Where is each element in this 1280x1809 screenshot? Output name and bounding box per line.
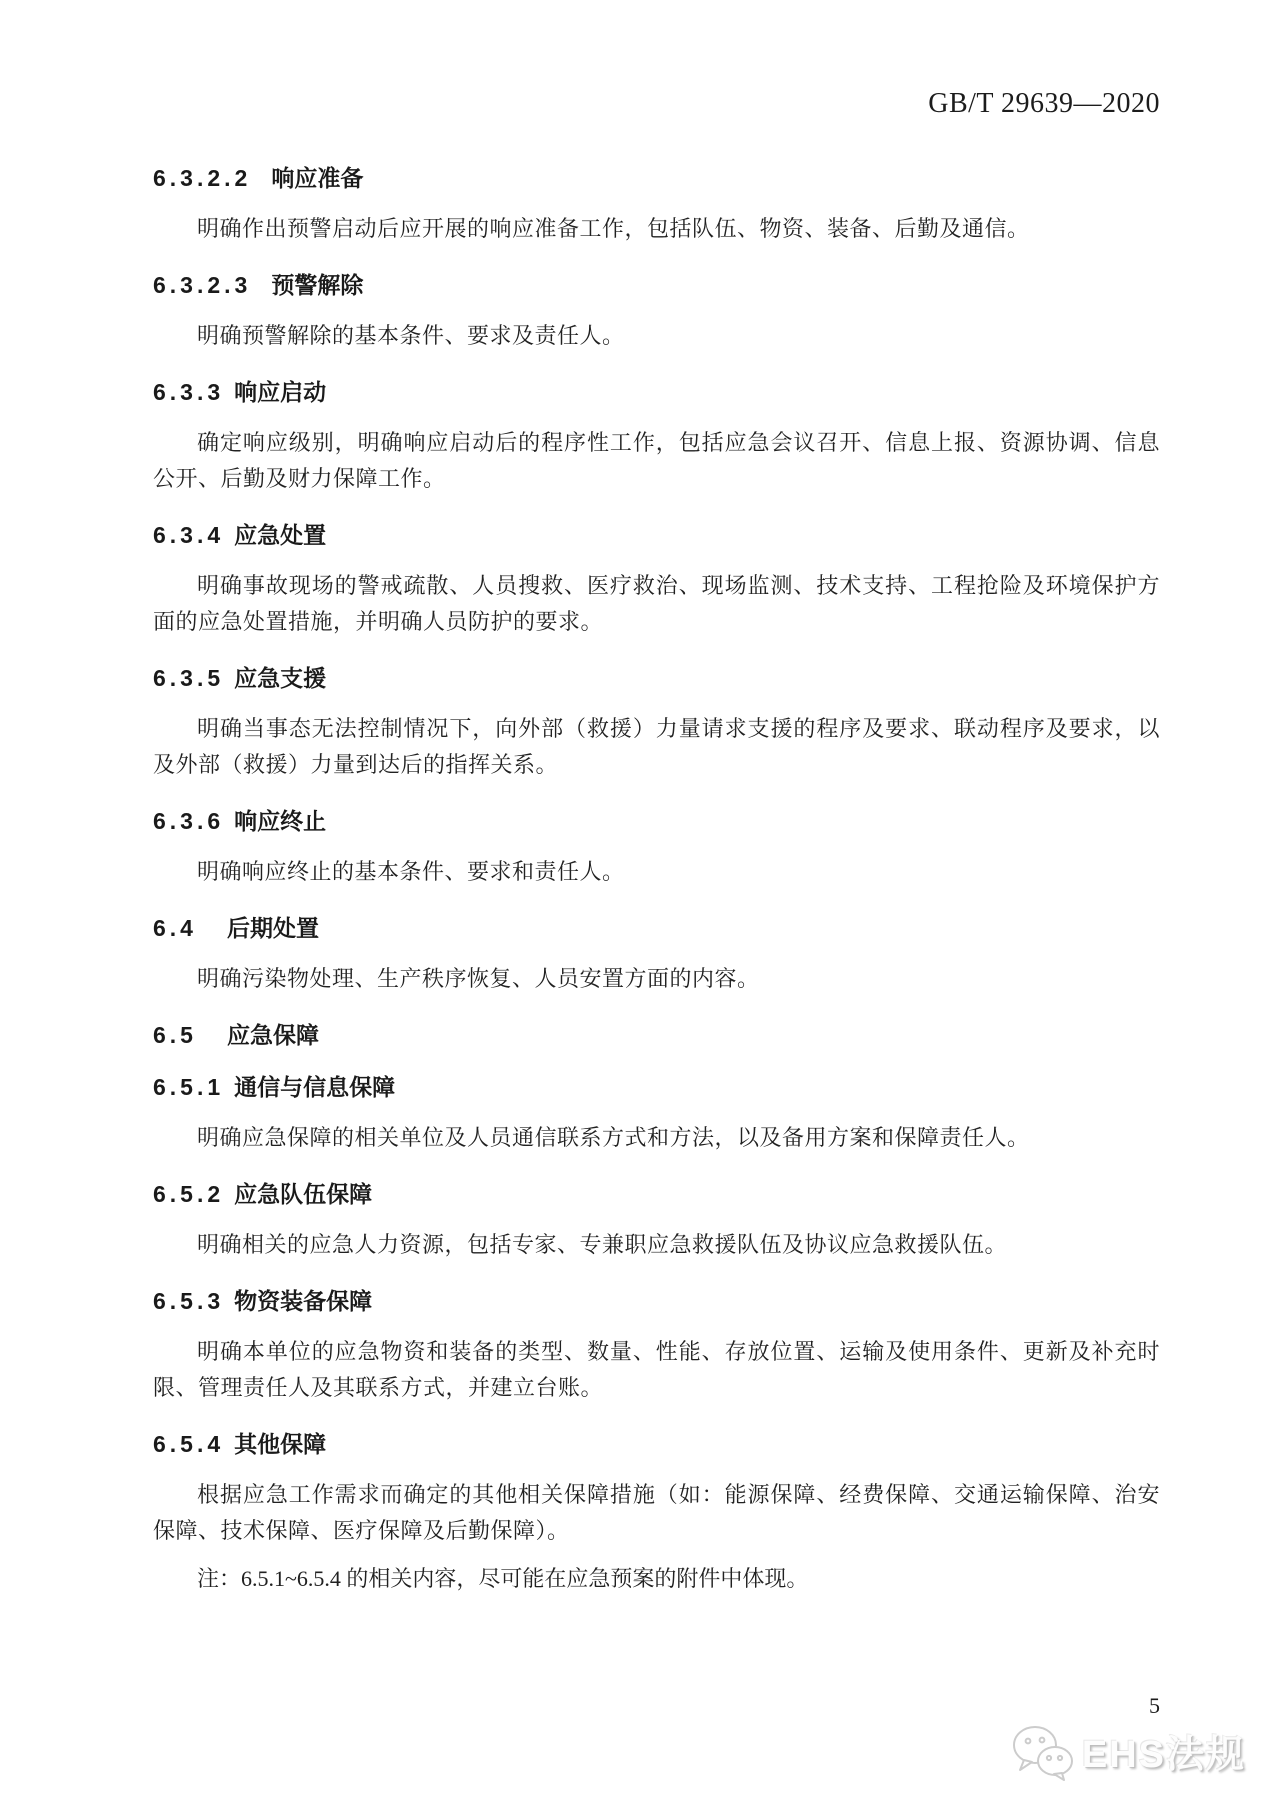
section-paragraph: 明确污染物处理、生产秩序恢复、人员安置方面的内容。	[197, 966, 760, 991]
section	[153, 1180, 1160, 1263]
section-number: 6.3.3	[153, 379, 225, 405]
section	[153, 664, 1160, 783]
section-heading	[153, 664, 1160, 692]
section	[153, 378, 1160, 497]
section-paragraph: 明确预警解除的基本条件、要求及责任人。	[197, 323, 625, 348]
section-paragraph: 明确应急保障的相关单位及人员通信联系方式和方法，以及备用方案和保障责任人。	[197, 1125, 1030, 1150]
section-title: 响应终止	[234, 808, 327, 834]
watermark	[1010, 1722, 1246, 1787]
section	[153, 914, 1160, 997]
section-title: 应急保障	[226, 1022, 319, 1048]
section	[153, 1287, 1160, 1406]
section-number: 6.5	[153, 1022, 197, 1048]
section-paragraph: 明确本单位的应急物资和装备的类型、数量、性能、存放位置、运输及使用条件、更新及补充时限、管理责任人及其联系方式，并建立台账。	[153, 1339, 1160, 1400]
watermark-label: EHS法规	[1081, 1733, 1246, 1776]
section-title: 应急支援	[234, 665, 327, 691]
section-heading	[153, 807, 1160, 835]
section-paragraph: 明确相关的应急人力资源，包括专家、专兼职应急救援队伍及协议应急救援队伍。	[197, 1232, 1008, 1257]
section-number: 6.5.4	[153, 1431, 225, 1457]
section-heading	[153, 1430, 1160, 1458]
section-paragraph: 明确当事态无法控制情况下，向外部（救援）力量请求支援的程序及要求、联动程序及要求，以及外部（救援）力量到达后的指挥关系。	[153, 716, 1160, 777]
section-number: 6.4	[153, 915, 197, 941]
section-paragraph: 确定响应级别，明确响应启动后的程序性工作，包括应急会议召开、信息上报、资源协调、信息公开、后勤及财力保障工作。	[153, 430, 1160, 491]
page-number: 5	[1149, 1693, 1160, 1718]
section-number: 6.5.1	[153, 1074, 225, 1100]
section-number: 6.3.2.2	[153, 165, 252, 191]
document-body	[153, 164, 1160, 1597]
header	[0, 0, 1280, 120]
section-heading	[153, 521, 1160, 549]
section-heading	[153, 378, 1160, 406]
section-paragraph: 明确作出预警启动后应开展的响应准备工作，包括队伍、物资、装备、后勤及通信。	[197, 216, 1030, 241]
section	[153, 521, 1160, 640]
section-number: 6.3.6	[153, 808, 225, 834]
section-title: 应急处置	[234, 522, 327, 548]
section	[153, 164, 1160, 247]
section-title: 应急队伍保障	[234, 1181, 373, 1207]
section-heading	[153, 1021, 1160, 1049]
section-paragraph: 根据应急工作需求而确定的其他相关保障措施（如：能源保障、经费保障、交通运输保障、治安保障、技术保障、医疗保障及后勤保障）。	[153, 1482, 1160, 1543]
section	[153, 1430, 1160, 1597]
section-paragraph: 明确事故现场的警戒疏散、人员搜救、医疗救治、现场监测、技术支持、工程抢险及环境保护方面的应急处置措施，并明确人员防护的要求。	[153, 573, 1160, 634]
section-number: 6.3.2.3	[153, 272, 252, 298]
section	[153, 807, 1160, 890]
section-title: 响应启动	[234, 379, 327, 405]
section-heading	[153, 164, 1160, 192]
section-number: 6.5.2	[153, 1181, 225, 1207]
section	[153, 1021, 1160, 1049]
section-heading	[153, 1287, 1160, 1315]
section-title: 预警解除	[271, 272, 364, 298]
section-number: 6.5.3	[153, 1288, 225, 1314]
section-title: 响应准备	[271, 165, 364, 191]
section-title: 通信与信息保障	[234, 1074, 396, 1100]
wechat-icon	[1010, 1722, 1076, 1787]
section-number: 6.3.4	[153, 522, 225, 548]
section	[153, 1073, 1160, 1156]
standard-code: GB/T 29639—2020	[928, 88, 1160, 119]
section-title: 其他保障	[234, 1431, 327, 1457]
section-title: 后期处置	[226, 915, 319, 941]
section-note: 注：6.5.1~6.5.4 的相关内容，尽可能在应急预案的附件中体现。	[197, 1566, 809, 1591]
section	[153, 271, 1160, 354]
section-number: 6.3.5	[153, 665, 225, 691]
section-heading	[153, 914, 1160, 942]
section-heading	[153, 1180, 1160, 1208]
section-heading	[153, 271, 1160, 299]
section-title: 物资装备保障	[234, 1288, 373, 1314]
section-heading	[153, 1073, 1160, 1101]
section-paragraph: 明确响应终止的基本条件、要求和责任人。	[197, 859, 625, 884]
